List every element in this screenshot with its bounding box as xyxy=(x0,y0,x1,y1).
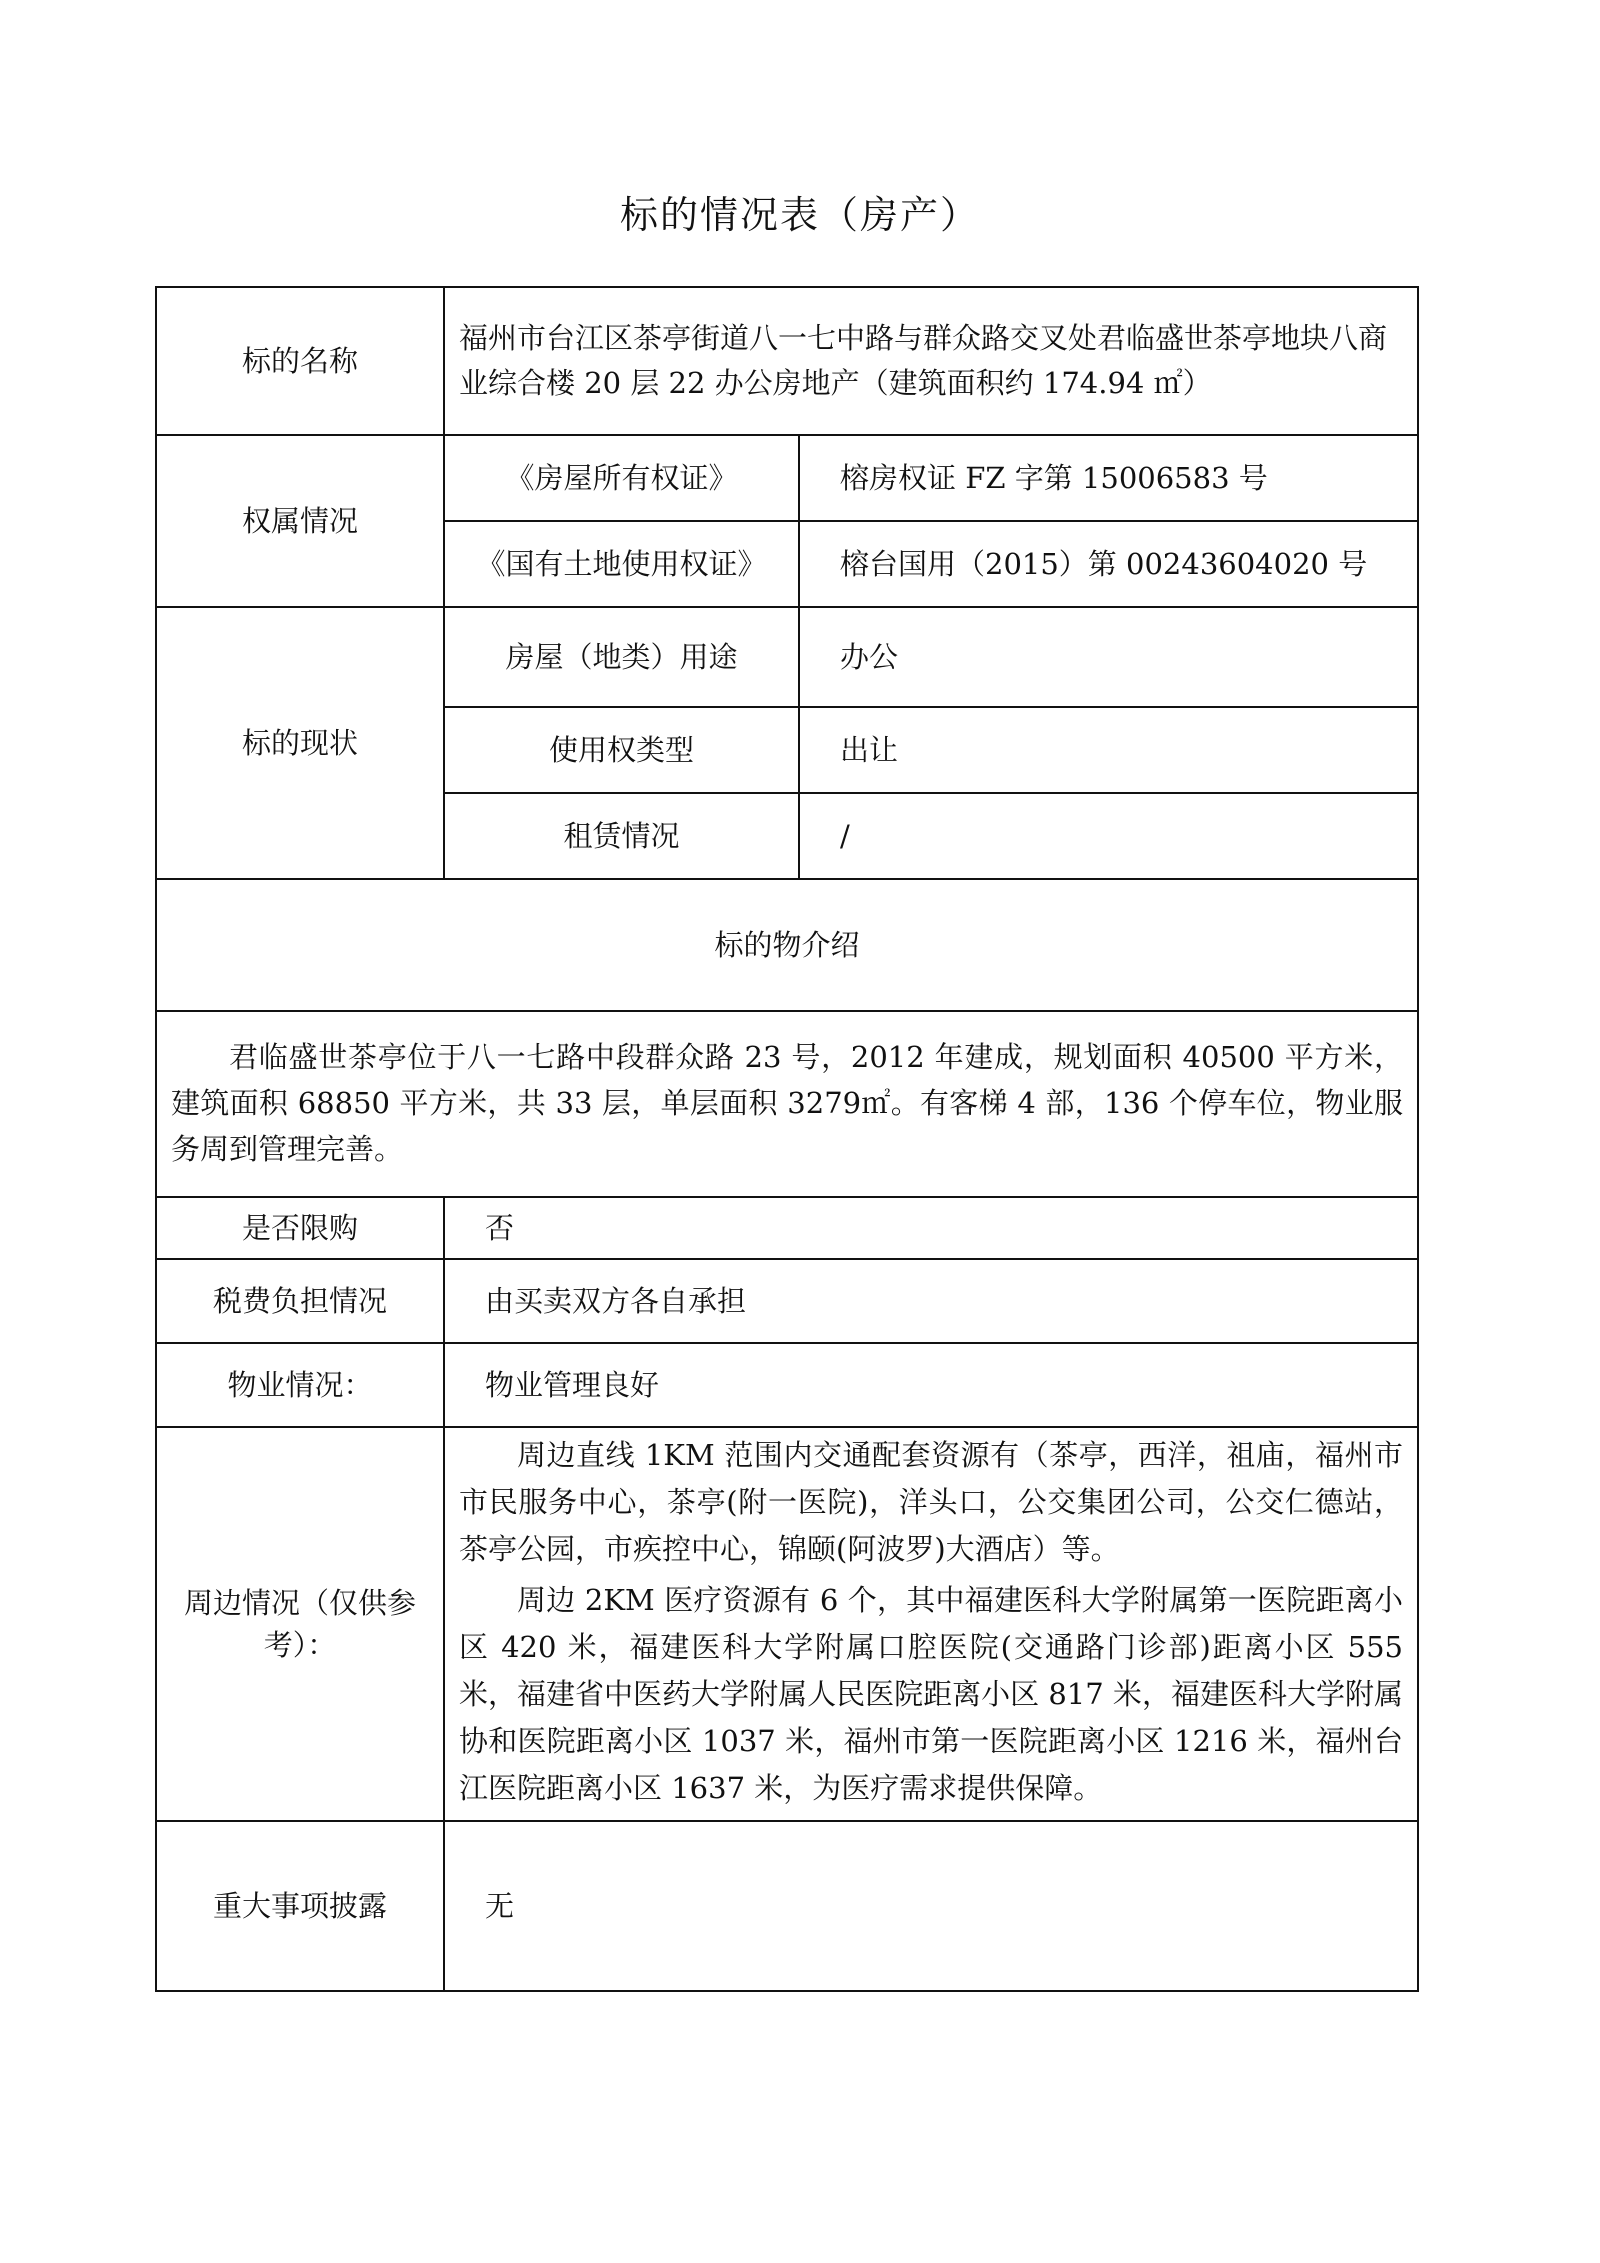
right-type-name: 使用权类型 xyxy=(444,707,799,793)
house-cert-value: 榕房权证 FZ 字第 15006583 号 xyxy=(799,435,1418,521)
tax-value: 由买卖双方各自承担 xyxy=(444,1259,1418,1343)
status-label: 标的现状 xyxy=(156,607,444,879)
lease-name: 租赁情况 xyxy=(444,793,799,879)
target-name-label: 标的名称 xyxy=(156,287,444,435)
surroundings-transport: 周边直线 1KM 范围内交通配套资源有（茶亭，西洋，祖庙，福州市市民服务中心，茶亭(附一医院)，洋头口，公交集团公司，公交仁德站，茶亭公园，市疾控中心，锦颐(阿波罗)大酒店）等。 xyxy=(459,1438,1403,1566)
purchase-limit-value: 否 xyxy=(444,1197,1418,1259)
property-mgmt-value: 物业管理良好 xyxy=(444,1343,1418,1427)
intro-heading: 标的物介绍 xyxy=(156,879,1418,1011)
intro-cell xyxy=(156,1011,1418,1197)
land-cert-value: 榕台国用（2015）第 00243604020 号 xyxy=(799,521,1418,607)
document-title: 标的情况表（房产） xyxy=(619,193,980,237)
row-disclosure xyxy=(156,1821,1418,1991)
usage-name: 房屋（地类）用途 xyxy=(444,607,799,707)
right-type-value: 出让 xyxy=(799,707,1418,793)
row-property-mgmt xyxy=(156,1343,1418,1427)
row-intro-text xyxy=(156,1011,1418,1197)
house-cert-name: 《房屋所有权证》 xyxy=(444,435,799,521)
surroundings-cell xyxy=(444,1427,1418,1821)
tax-label: 税费负担情况 xyxy=(156,1259,444,1343)
row-status-1 xyxy=(156,607,1418,707)
disclosure-value: 无 xyxy=(444,1821,1418,1991)
disclosure-label: 重大事项披露 xyxy=(156,1821,444,1991)
property-mgmt-label: 物业情况： xyxy=(156,1343,444,1427)
purchase-limit-label: 是否限购 xyxy=(156,1197,444,1259)
row-ownership-1 xyxy=(156,435,1418,521)
row-intro-heading xyxy=(156,879,1418,1011)
surroundings-medical: 周边 2KM 医疗资源有 6 个，其中福建医科大学附属第一医院距离小区 420 米，福建医科大学附属口腔医院(交通路门诊部)距离小区 555 米，福建省中医药大学附属人民医院距离小区 817 米，福建医科大学附属协和医院距离小区 1037 米，福州市第一医院距离小区 1216 米，福州台江医院距离小区 1637 米，为医疗需求提供保障。 xyxy=(459,1582,1403,1805)
info-table xyxy=(155,286,1419,1992)
row-target-name xyxy=(156,287,1418,435)
intro-text: 君临盛世茶亭位于八一七路中段群众路 23 号，2012 年建成，规划面积 40500 平方米，建筑面积 68850 平方米，共 33 层，单层面积 3279㎡。有客梯 4 部，136 个停车位，物业服务周到管理完善。 xyxy=(171,1040,1403,1166)
row-purchase-limit xyxy=(156,1197,1418,1259)
row-surroundings xyxy=(156,1427,1418,1821)
usage-value: 办公 xyxy=(799,607,1418,707)
target-name-value: 福州市台江区茶亭街道八一七中路与群众路交叉处君临盛世茶亭地块八商业综合楼 20 层 22 办公房地产（建筑面积约 174.94 ㎡） xyxy=(444,287,1418,435)
land-cert-name: 《国有土地使用权证》 xyxy=(444,521,799,607)
surroundings-label: 周边情况（仅供参考）： xyxy=(156,1427,444,1821)
row-tax xyxy=(156,1259,1418,1343)
lease-value: / xyxy=(799,793,1418,879)
ownership-label: 权属情况 xyxy=(156,435,444,607)
